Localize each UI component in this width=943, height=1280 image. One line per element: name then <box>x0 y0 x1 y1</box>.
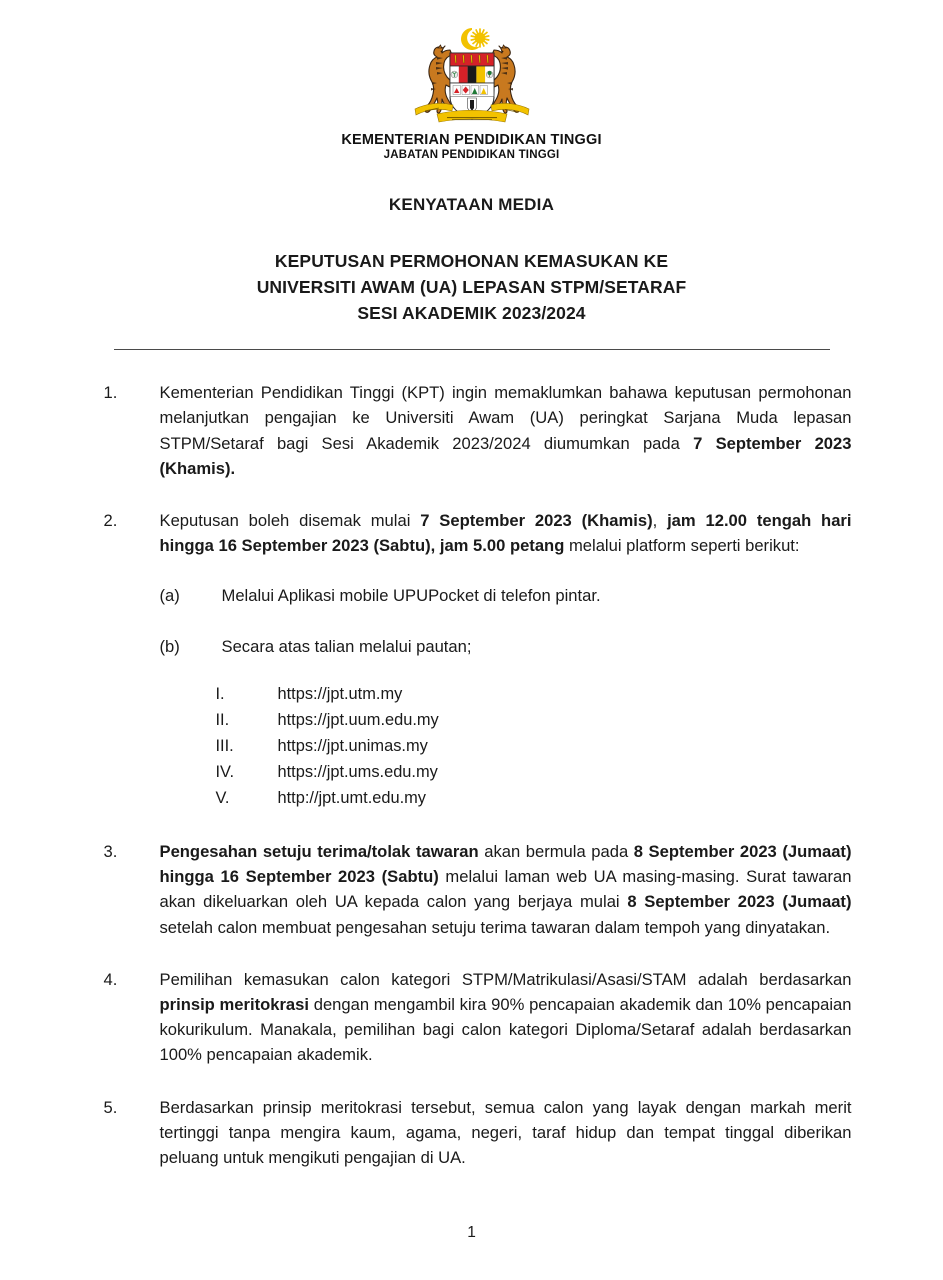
department-name: JABATAN PENDIDIKAN TINGGI <box>383 148 560 161</box>
university-link[interactable]: https://jpt.utm.my <box>277 685 403 704</box>
ministry-name: KEMENTERIAN PENDIDIKAN TINGGI <box>341 132 602 148</box>
list-item <box>216 786 852 812</box>
subitem-label: (b) <box>159 637 180 657</box>
university-link[interactable]: https://jpt.uum.edu.my <box>277 711 439 730</box>
page-title <box>0 249 943 327</box>
numbered-paragraph-5 <box>104 1095 852 1171</box>
paragraph-number: 4. <box>103 969 118 989</box>
document-header <box>0 0 943 162</box>
subitem-label: (a) <box>159 586 180 606</box>
roman-numeral: III. <box>215 737 234 756</box>
list-item <box>216 760 852 786</box>
page-title-line-3: SESI AKADEMIK 2023/2024 <box>357 303 586 324</box>
paragraph-text: Pemilihan kemasukan calon kategori STPM/Matrikulasi/Asasi/STAM adalah berdasarkan prinsip meritokrasi dengan mengambil kira 90% pencapaian akademik dan 10% pencapaian kokurikulum. Manakala, pemilihan bagi calon kategori Diploma/Setaraf adalah berdasarkan 100% pencapaian akademik. <box>159 969 852 1065</box>
paragraph-number: 2. <box>103 511 118 531</box>
paragraph-text: Keputusan boleh disemak mulai 7 September 2023 (Khamis), jam 12.00 tengah hari hingga 16 September 2023 (Sabtu), jam 5.00 petang melalui platform seperti berikut: <box>159 511 852 556</box>
document-body <box>92 380 852 1170</box>
numbered-paragraph-2 <box>104 508 852 558</box>
paragraph-number: 3. <box>103 841 118 861</box>
roman-numeral: II. <box>215 711 230 730</box>
list-item <box>216 734 852 760</box>
numbered-paragraph-3 <box>104 839 852 940</box>
roman-numeral: V. <box>215 788 230 807</box>
paragraph-number: 5. <box>103 1097 118 1117</box>
paragraph-number: 1. <box>103 383 118 403</box>
numbered-paragraph-4 <box>104 967 852 1068</box>
coat-of-arms-icon <box>397 24 547 126</box>
page-number: 1 <box>467 1224 476 1241</box>
list-item <box>216 682 852 708</box>
numbered-paragraph-1 <box>104 380 852 481</box>
subitem-text: Melalui Aplikasi mobile UPUPocket di telefon pintar. <box>221 586 601 606</box>
university-link[interactable]: https://jpt.unimas.my <box>277 737 428 756</box>
university-link[interactable]: https://jpt.ums.edu.my <box>277 763 438 781</box>
subitem-text: Secara atas talian melalui pautan; <box>221 637 472 657</box>
media-statement-heading: KENYATAAN MEDIA <box>388 195 555 215</box>
roman-numeral: I. <box>215 685 225 704</box>
subitem-b <box>104 635 852 660</box>
list-item <box>216 708 852 734</box>
paragraph-text: Kementerian Pendidikan Tinggi (KPT) ingin memaklumkan bahawa keputusan permohonan melanjutkan pengajian ke Universiti Awam (UA) peringkat Sarjana Muda lepasan STPM/Setaraf bagi Sesi Akademik 2023/2024 diumumkan pada 7 September 2023 (Khamis). <box>159 383 852 478</box>
university-link-list <box>104 682 852 812</box>
horizontal-divider <box>114 349 830 350</box>
page-title-line-2: UNIVERSITI AWAM (UA) LEPASAN STPM/SETARAF <box>256 277 687 298</box>
subitem-a <box>104 584 852 609</box>
university-link[interactable]: http://jpt.umt.edu.my <box>277 788 426 807</box>
paragraph-text: Berdasarkan prinsip meritokrasi tersebut, semua calon yang layak dengan markah merit tertinggi tanpa mengira kaum, agama, negeri, taraf hidup dan tempat tinggal diberikan peluang untuk mengikuti pengajian di UA. <box>159 1097 852 1168</box>
page-title-line-1: KEPUTUSAN PERMOHONAN KEMASUKAN KE <box>274 251 669 272</box>
roman-numeral: IV. <box>215 763 235 781</box>
paragraph-text: Pengesahan setuju terima/tolak tawaran akan bermula pada 8 September 2023 (Jumaat) hingga 16 September 2023 (Sabtu) melalui laman web UA masing-masing. Surat tawaran akan dikeluarkan oleh UA kepada calon yang berjaya mulai 8 September 2023 (Jumaat) setelah calon membuat pengesahan setuju terima tawaran dalam tempoh yang dinyatakan. <box>159 841 852 937</box>
